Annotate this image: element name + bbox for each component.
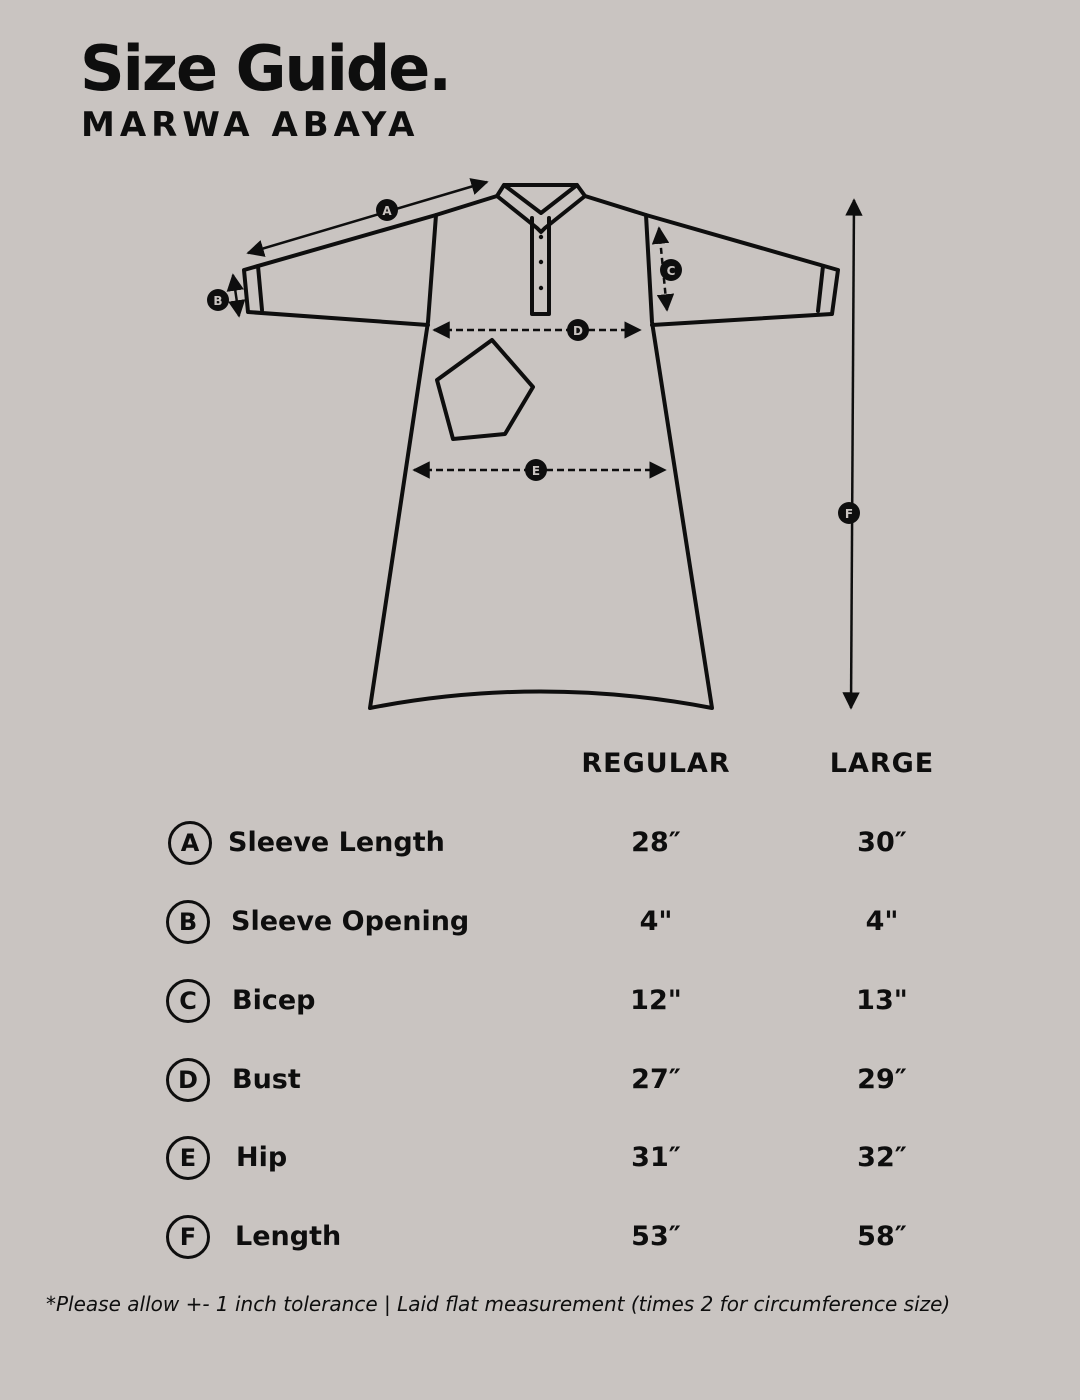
- pocket: [437, 340, 533, 439]
- svg-text:A: A: [382, 204, 392, 218]
- marker-b: [207, 289, 229, 311]
- regular-value: 28″: [631, 827, 681, 858]
- svg-text:E: E: [531, 464, 541, 478]
- product-name: MARWA ABAYA: [81, 105, 420, 145]
- row-badge: F: [166, 1215, 210, 1259]
- left-sleeve: [244, 215, 436, 325]
- page-title: Size Guide.: [80, 32, 450, 105]
- large-value: 32″: [857, 1142, 907, 1173]
- svg-text:B: B: [213, 294, 223, 308]
- size-row-bicep: [0, 979, 1080, 1039]
- svg-text:D: D: [573, 324, 583, 338]
- regular-value: 27″: [631, 1064, 681, 1095]
- measure-line-b: [233, 275, 239, 316]
- svg-text:F: F: [844, 507, 854, 521]
- row-label: Bicep: [232, 985, 316, 1016]
- marker-e: [525, 459, 547, 481]
- svg-text:C: C: [666, 264, 676, 278]
- marker-d: [567, 319, 589, 341]
- column-header-large: LARGE: [829, 748, 935, 779]
- marker-a: [376, 199, 398, 221]
- size-row-hip: [0, 1136, 1080, 1196]
- row-badge: E: [166, 1136, 210, 1180]
- size-row-sleeve-length: [0, 821, 1080, 881]
- regular-value: 4": [639, 906, 673, 937]
- row-badge: B: [166, 900, 210, 944]
- regular-value: 12": [630, 985, 682, 1016]
- measure-line-f: [851, 200, 854, 708]
- size-row-length: [0, 1215, 1080, 1275]
- large-value: 30″: [857, 827, 907, 858]
- tolerance-footnote: *Please allow +- 1 inch tolerance | Laid flat measurement (times 2 for circumference size): [46, 1292, 951, 1316]
- large-value: 4": [865, 906, 899, 937]
- row-label: Sleeve Opening: [231, 906, 470, 937]
- row-badge: A: [168, 821, 212, 865]
- marker-f: [838, 502, 860, 524]
- large-value: 58″: [857, 1221, 907, 1252]
- size-row-sleeve-opening: [0, 900, 1080, 960]
- row-label: Sleeve Length: [228, 827, 445, 858]
- regular-value: 53″: [631, 1221, 681, 1252]
- row-badge: D: [166, 1058, 210, 1102]
- marker-c: [660, 259, 682, 281]
- row-label: Hip: [236, 1142, 288, 1173]
- large-value: 13": [856, 985, 908, 1016]
- row-label: Bust: [232, 1064, 301, 1095]
- row-label: Length: [235, 1221, 342, 1252]
- column-header-regular: REGULAR: [581, 748, 731, 779]
- size-row-bust: [0, 1058, 1080, 1118]
- large-value: 29″: [857, 1064, 907, 1095]
- row-badge: C: [166, 979, 210, 1023]
- measure-line-a: [248, 182, 487, 253]
- regular-value: 31″: [631, 1142, 681, 1173]
